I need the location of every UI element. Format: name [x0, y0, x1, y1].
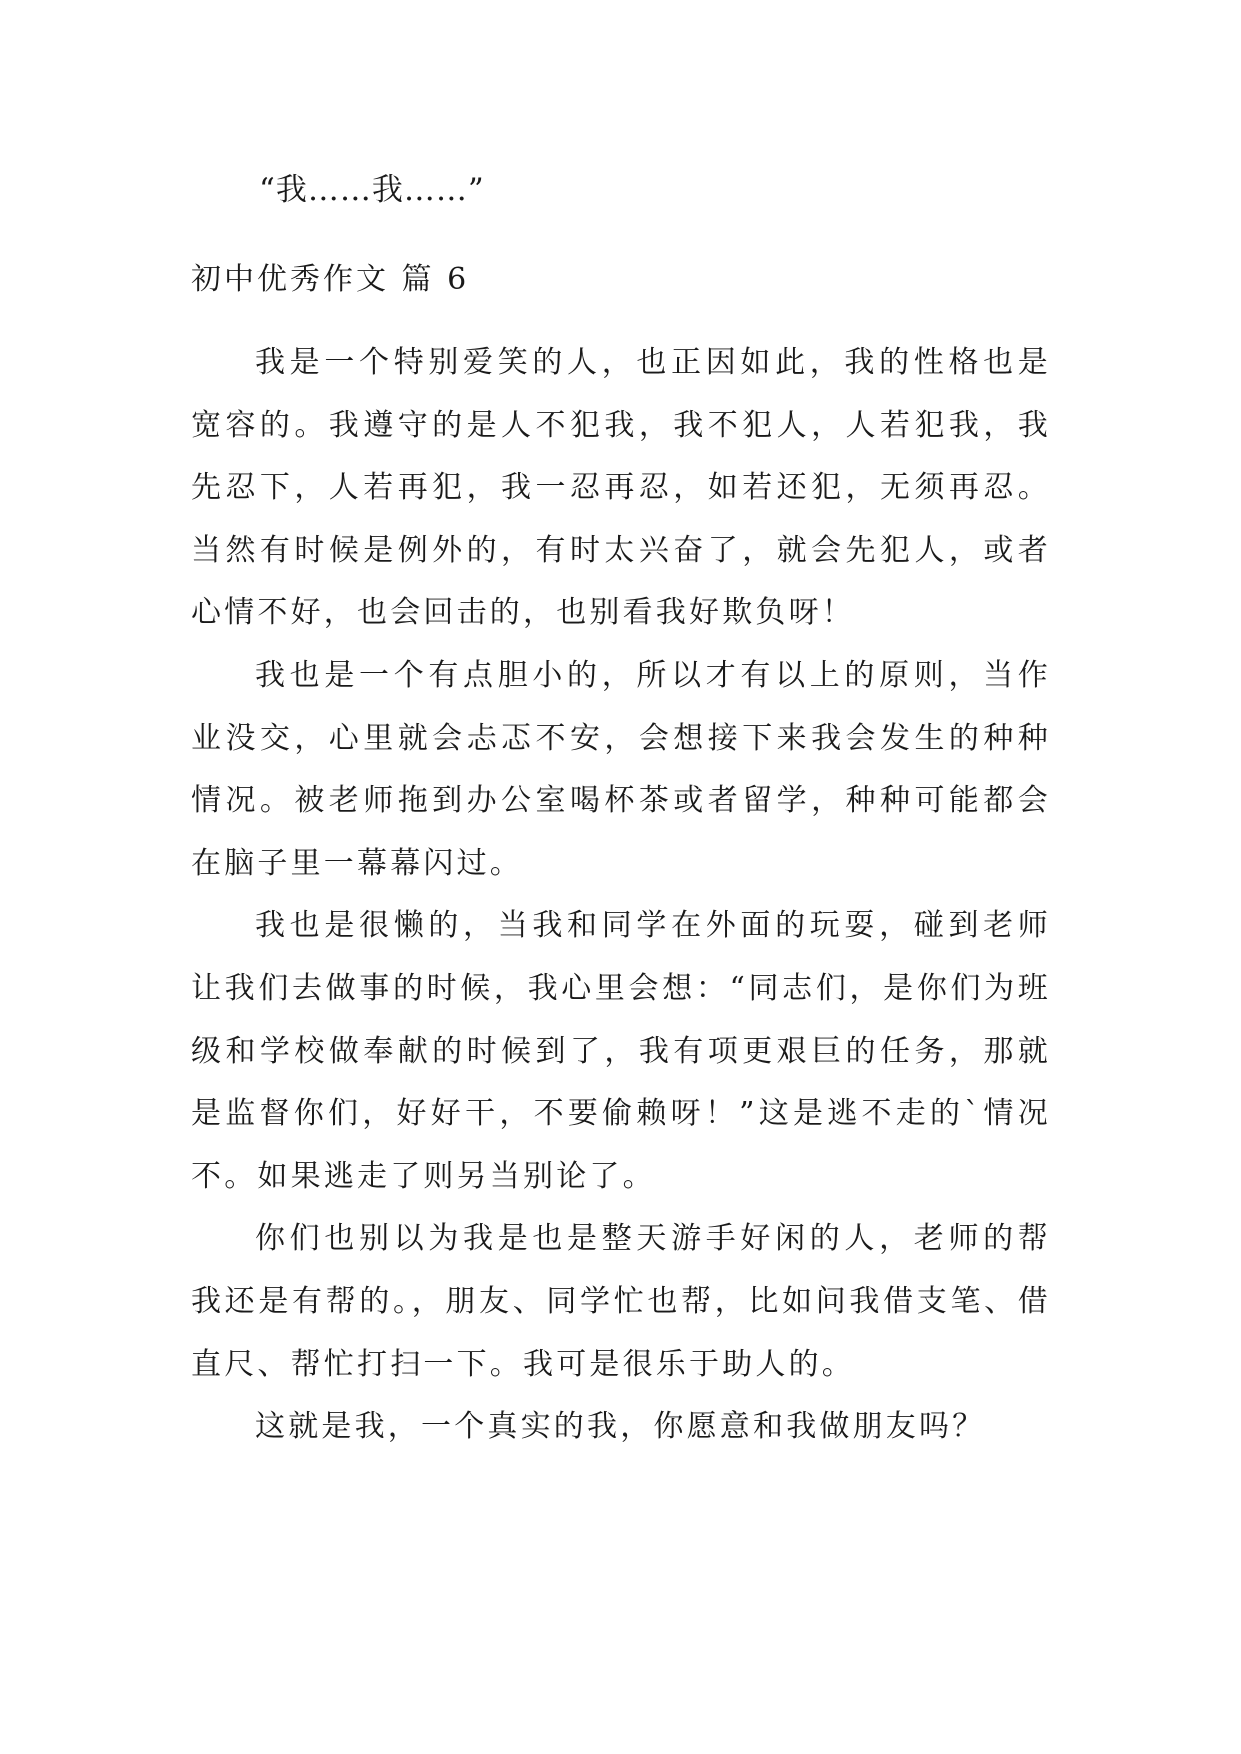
paragraph: 我也是一个有点胆小的，所以才有以上的原则，当作业没交，心里就会忐忑不安，会想接下来我会发生的种种情况。被老师拖到办公室喝杯茶或者留学，种种可能都会在脑子里一幕幕闪过。	[191, 657, 1051, 881]
essay-body	[191, 332, 1051, 1459]
paragraph: 你们也别以为我是也是整天游手好闲的人，老师的帮我还是有帮的。，朋友、同学忙也帮，比如问我借支笔、借直尺、帮忙打扫一下。我可是很乐于助人的。	[191, 1221, 1051, 1382]
essay-heading: 初中优秀作文 篇 6	[191, 262, 470, 297]
paragraph: 这就是我，一个真实的我，你愿意和我做朋友吗？	[255, 1409, 986, 1445]
quote-line: “我……我……”	[259, 172, 485, 208]
paragraph: 我也是很懒的，当我和同学在外面的玩耍，碰到老师让我们去做事的时候，我心里会想：“同志们，是你们为班级和学校做奉献的时候到了，我有项更艰巨的任务，那就是监督你们，好好干，不要偷赖呀！”这是逃不走的`情况不。如果逃走了则另当别论了。	[191, 908, 1051, 1194]
paragraph: 我是一个特别爱笑的人，也正因如此，我的性格也是宽容的。我遵守的是人不犯我，我不犯人，人若犯我，我先忍下，人若再犯，我一忍再忍，如若还犯，无须再忍。当然有时候是例外的，有时太兴奋了，就会先犯人，或者心情不好，也会回击的，也别看我好欺负呀！	[191, 345, 1051, 631]
